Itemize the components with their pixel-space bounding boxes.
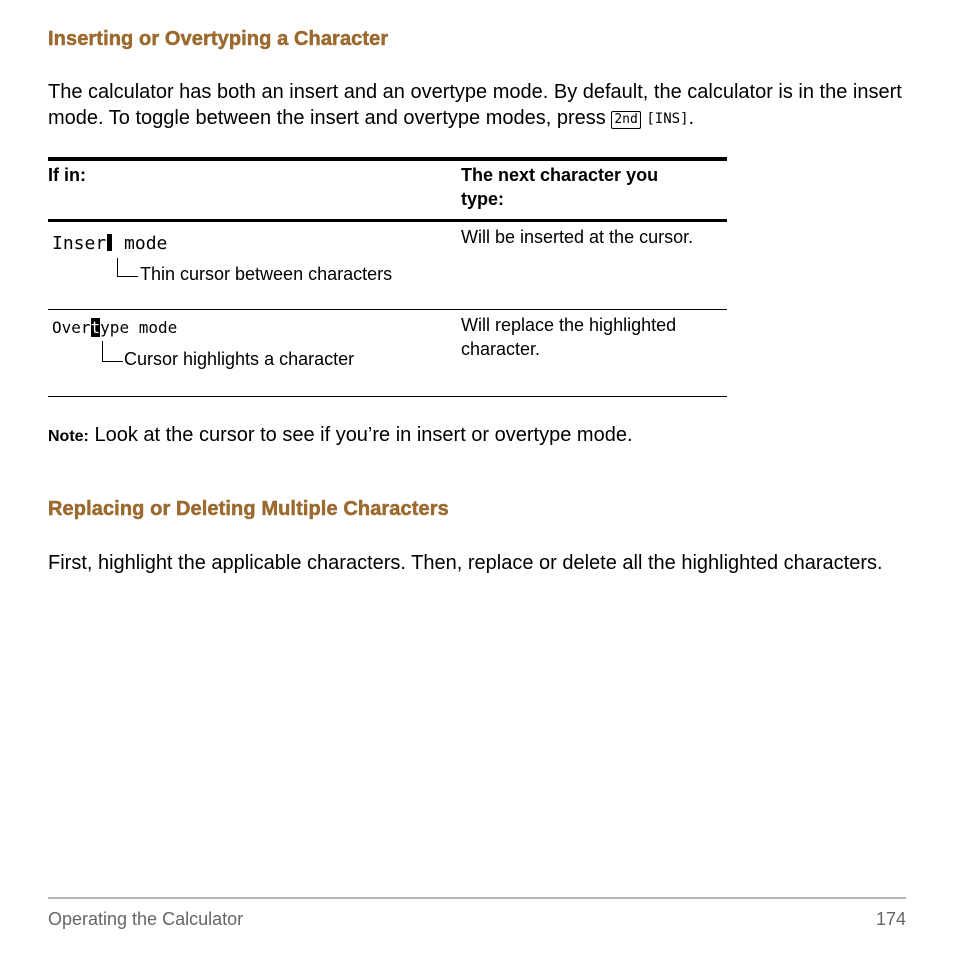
table-row-divider	[48, 309, 727, 310]
table-header-next-character: The next character you type:	[461, 165, 659, 209]
replacing-paragraph: First, highlight the applicable characters. Then, replace or delete all the highlighted characters.	[48, 552, 883, 574]
ins-key-icon: [INS]	[646, 111, 689, 127]
note-paragraph	[48, 422, 908, 450]
section-heading-replacing: Replacing or Deleting Multiple Characters	[48, 498, 449, 520]
intro-text-end: .	[688, 107, 695, 129]
insert-screen-text-before: Inser	[52, 233, 107, 254]
callout-highlight-cursor: Cursor highlights a character	[124, 349, 355, 369]
footer-rule	[48, 897, 906, 899]
overtype-screen-text-before: Over	[52, 318, 91, 337]
callout-line-highlight-cursor	[102, 341, 123, 362]
highlight-cursor-icon: t	[90, 318, 101, 337]
overtype-mode-screen	[52, 318, 177, 337]
2nd-key-icon: 2nd	[611, 111, 640, 129]
insert-screen-text-after: mode	[113, 233, 168, 254]
intro-paragraph	[48, 79, 908, 132]
table-header-rule	[48, 219, 727, 222]
overtype-screen-text-after: ype mode	[100, 318, 178, 337]
section-heading-inserting: Inserting or Overtyping a Character	[48, 28, 389, 50]
table-header-if-in: If in:	[48, 165, 86, 185]
table-bottom-rule	[48, 396, 727, 397]
page-number: 174	[875, 909, 906, 929]
thin-cursor-icon	[107, 234, 112, 251]
callout-thin-cursor: Thin cursor between characters	[140, 264, 393, 284]
note-label: Note:	[48, 428, 89, 445]
row-insert-result: Will be inserted at the cursor.	[461, 227, 694, 247]
footer-title: Operating the Calculator	[48, 909, 244, 929]
row-overtype-result: Will replace the highlighted character.	[461, 315, 677, 359]
callout-line-thin-cursor	[117, 258, 138, 277]
note-text: Look at the cursor to see if you’re in insert or overtype mode.	[88, 424, 633, 446]
insert-mode-screen	[52, 233, 167, 254]
intro-text: The calculator has both an insert and an overtype mode. By default, the calculator is in the insert mode. To toggle between the insert and overtype modes, press	[48, 81, 902, 129]
table-top-rule	[48, 157, 727, 161]
